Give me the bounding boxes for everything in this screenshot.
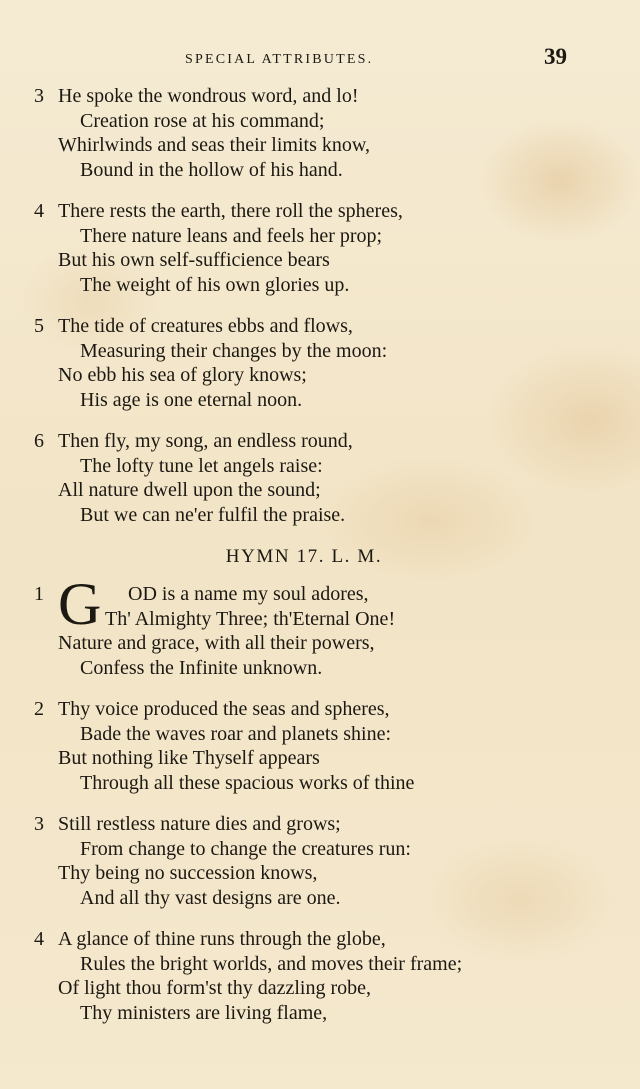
- stanza-line: Measuring their changes by the moon:: [80, 339, 388, 362]
- stanza-line: Thy being no succession knows,: [58, 862, 318, 884]
- stanza-line: But nothing like Thyself appears: [58, 747, 320, 769]
- stanza-line-text: There rests the earth, there roll the spheres,: [58, 200, 403, 222]
- page-content: [34, 84, 614, 1042]
- stanza-number: 3: [34, 85, 44, 107]
- stanza-line: His age is one eternal noon.: [80, 388, 303, 411]
- stanza-line: And all thy vast designs are one.: [80, 886, 341, 909]
- stanza-number: 5: [34, 315, 44, 337]
- stanza-line: Whirlwinds and seas their limits know,: [58, 134, 370, 156]
- stanza-line-text: Thy voice produced the seas and spheres,: [58, 698, 390, 720]
- stanza-line: All nature dwell upon the sound;: [58, 479, 321, 501]
- hymn-stanza-1: [34, 571, 614, 680]
- stanza-line-text: OD is a name my soul adores,: [128, 583, 369, 605]
- stanza-5: [34, 314, 614, 412]
- stanza-line: The lofty tune let angels raise:: [80, 454, 323, 477]
- stanza-line: There nature leans and feels her prop;: [80, 224, 383, 247]
- page-number: 39: [544, 44, 567, 69]
- stanza-6: [34, 429, 614, 527]
- stanza-line: Through all these spacious works of thine: [80, 771, 415, 794]
- stanza-line: Nature and grace, with all their powers,: [58, 632, 375, 654]
- stanza-line: But his own self-sufficience bears: [58, 249, 330, 271]
- hymn-stanza-3: [34, 812, 614, 910]
- stanza-line: Bound in the hollow of his hand.: [80, 158, 343, 181]
- stanza-line-text: The tide of creatures ebbs and flows,: [58, 315, 353, 337]
- stanza-line: [34, 607, 614, 632]
- stanza-line: [34, 697, 614, 722]
- stanza-line: From change to change the creatures run:: [80, 837, 411, 860]
- stanza-line: Creation rose at his command;: [80, 109, 325, 132]
- stanza-line-text: Th' Almighty Three; th'Eternal One!: [105, 607, 396, 630]
- stanza-line-text: Still restless nature dies and grows;: [58, 813, 341, 835]
- stanza-line-text: Then fly, my song, an endless round,: [58, 430, 353, 452]
- stanza-number: 6: [34, 430, 44, 452]
- stanza-line: But we can ne'er fulfil the praise.: [80, 503, 346, 526]
- stanza-line: The weight of his own glories up.: [80, 273, 350, 296]
- stanza-line: No ebb his sea of glory knows;: [58, 364, 307, 386]
- stanza-line-text: A glance of thine runs through the globe,: [58, 928, 386, 950]
- stanza-number: 3: [34, 813, 44, 835]
- stanza-line: Bade the waves roar and planets shine:: [80, 722, 392, 745]
- stanza-line: Rules the bright worlds, and moves their frame;: [80, 952, 463, 975]
- stanza-line: [34, 84, 614, 109]
- page-header: [0, 44, 640, 78]
- stanza-number: 1: [34, 583, 44, 605]
- stanza-line: Of light thou form'st thy dazzling robe,: [58, 977, 371, 999]
- running-head: SPECIAL ATTRIBUTES.: [185, 52, 374, 67]
- stanza-4: [34, 199, 614, 297]
- stanza-number: 2: [34, 698, 44, 720]
- hymn-title: HYMN 17. L. M.: [225, 546, 383, 567]
- stanza-line: [34, 429, 614, 454]
- stanza-line: [34, 927, 614, 952]
- stanza-line: Thy ministers are living flame,: [80, 1001, 328, 1024]
- stanza-number: 4: [34, 200, 44, 222]
- stanza-line-text: He spoke the wondrous word, and lo!: [58, 85, 359, 107]
- hymn-stanza-4: [34, 927, 614, 1025]
- stanza-line: Confess the Infinite unknown.: [80, 656, 323, 679]
- stanza-line: [34, 314, 614, 339]
- stanza-line: [34, 812, 614, 837]
- stanza-3: [34, 84, 614, 182]
- stanza-line: [34, 199, 614, 224]
- drop-cap: G: [58, 571, 102, 637]
- stanza-number: 4: [34, 928, 44, 950]
- hymn-stanza-2: [34, 697, 614, 795]
